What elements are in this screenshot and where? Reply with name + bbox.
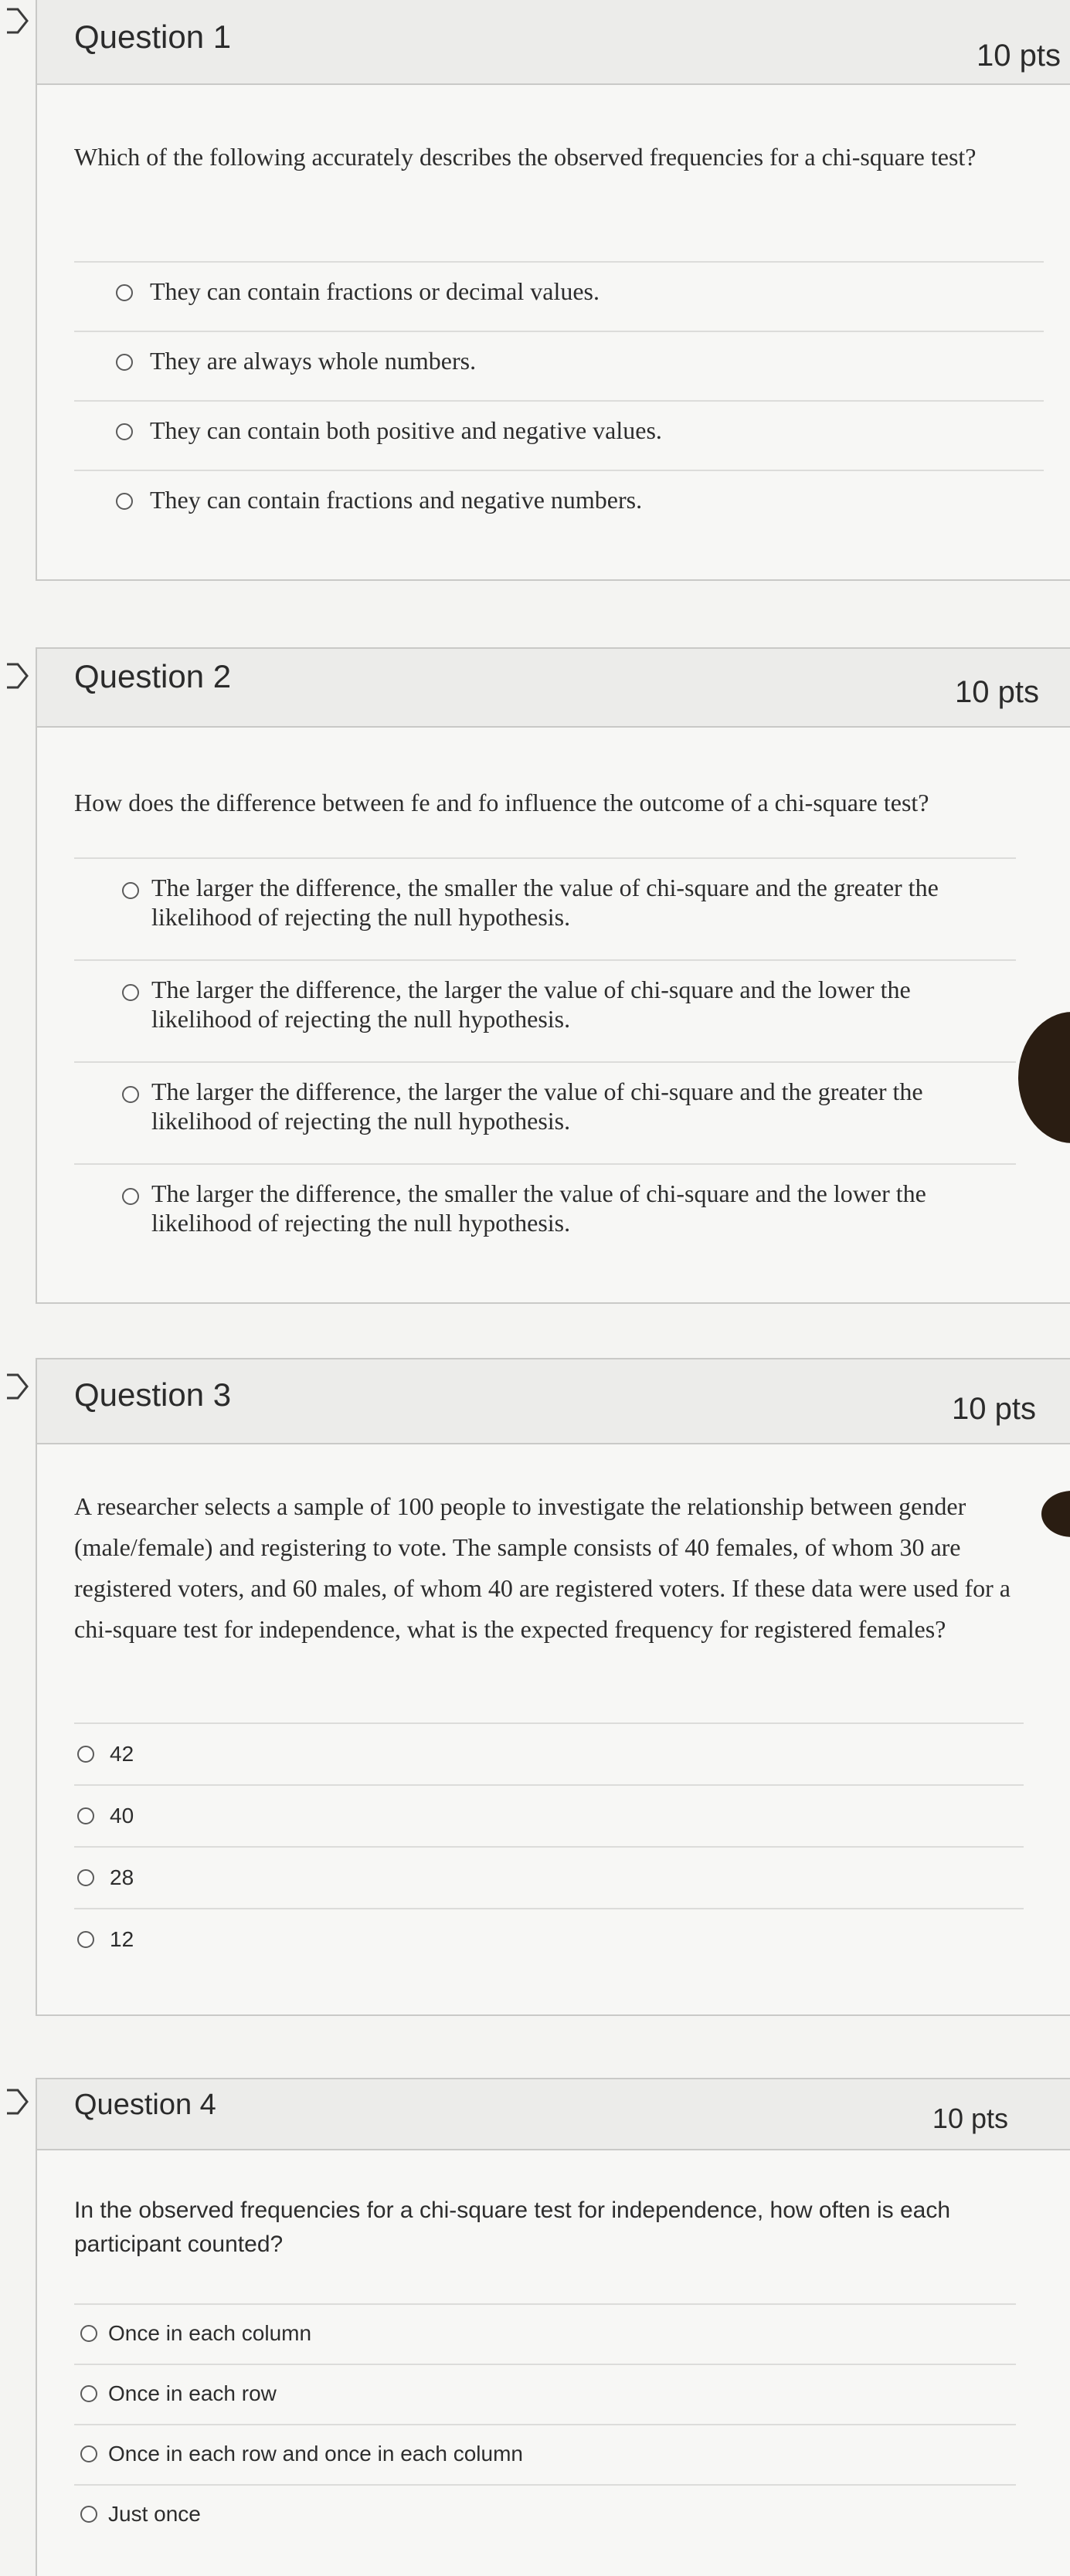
answer-option[interactable]	[74, 1163, 1016, 1265]
answer-label: Once in each row and once in each column	[108, 2442, 523, 2466]
answer-option[interactable]	[74, 2303, 1016, 2364]
answer-option[interactable]	[74, 2484, 1016, 2544]
question-title: Question 3	[74, 1376, 232, 1413]
radio-button[interactable]	[116, 284, 133, 301]
answer-list	[74, 857, 1016, 1265]
answer-label: Just once	[108, 2502, 201, 2526]
flag-question-icon[interactable]	[2, 663, 32, 689]
answer-option[interactable]	[74, 331, 1044, 400]
answer-list	[74, 1722, 1024, 1970]
answer-option[interactable]	[74, 2364, 1016, 2424]
radio-button[interactable]	[122, 1086, 139, 1103]
radio-button[interactable]	[122, 984, 139, 1001]
question-prompt: A researcher selects a sample of 100 people to investigate the relationship between gender (male/female) and registering to vote. The sample consists of 40 females, of whom 30 are registered voters, and 60 males, of whom 40 are registered voters. If these data were used for a chi-square test for independence, what is the expected frequency for registered females?	[74, 1492, 1011, 1643]
answer-label: The larger the difference, the smaller the value of chi-square and the greater the likelihood of rejecting the null hypothesis.	[151, 874, 939, 931]
question-3-block	[36, 1358, 1070, 2016]
radio-button[interactable]	[80, 2325, 97, 2342]
radio-button[interactable]	[80, 2385, 97, 2402]
answer-option[interactable]	[74, 400, 1044, 470]
question-prompt: In the observed frequencies for a chi-square test for independence, how often is each participant counted?	[74, 2198, 951, 2257]
radio-button[interactable]	[116, 493, 133, 510]
answer-option[interactable]	[74, 1722, 1024, 1784]
answer-label: 12	[110, 1927, 134, 1951]
question-header	[37, 1359, 1070, 1444]
flag-question-icon[interactable]	[2, 2089, 32, 2115]
radio-button[interactable]	[122, 882, 139, 899]
answer-option[interactable]	[74, 470, 1044, 539]
answer-option[interactable]	[74, 1784, 1024, 1846]
answer-option[interactable]	[74, 2424, 1016, 2484]
question-header	[37, 2079, 1070, 2150]
answer-option[interactable]	[74, 1908, 1024, 1970]
answer-option[interactable]	[74, 1061, 1016, 1163]
radio-button[interactable]	[77, 1807, 94, 1824]
finger-shadow	[1018, 1012, 1070, 1143]
answer-label: They can contain fractions and negative numbers.	[150, 486, 643, 514]
radio-button[interactable]	[116, 423, 133, 440]
radio-button[interactable]	[122, 1188, 139, 1205]
question-1-block	[36, 0, 1070, 581]
answer-label: 28	[110, 1865, 134, 1889]
answer-label: 40	[110, 1804, 134, 1828]
radio-button[interactable]	[80, 2506, 97, 2523]
question-points: 10 pts	[932, 2103, 1008, 2134]
answer-label: Once in each column	[108, 2321, 312, 2345]
radio-button[interactable]	[77, 1869, 94, 1886]
radio-button[interactable]	[77, 1746, 94, 1763]
radio-button[interactable]	[77, 1931, 94, 1948]
radio-button[interactable]	[116, 354, 133, 371]
question-2-block	[36, 647, 1070, 1304]
answer-label: They can contain both positive and negative values.	[150, 416, 662, 444]
question-prompt: How does the difference between fe and fo influence the outcome of a chi-square test?	[74, 789, 929, 816]
question-points: 10 pts	[955, 675, 1039, 709]
radio-button[interactable]	[80, 2445, 97, 2462]
question-title: Question 4	[74, 2089, 216, 2121]
question-points: 10 pts	[952, 1392, 1036, 1426]
answer-label: The larger the difference, the larger the value of chi-square and the greater the likelihood of rejecting the null hypothesis.	[151, 1078, 923, 1135]
answer-label: The larger the difference, the larger the value of chi-square and the lower the likelihood of rejecting the null hypothesis.	[151, 976, 911, 1033]
answer-label: Once in each row	[108, 2381, 277, 2405]
answer-option[interactable]	[74, 1846, 1024, 1908]
question-header	[37, 649, 1070, 728]
finger-shadow	[1041, 1491, 1070, 1537]
answer-list	[74, 261, 1044, 539]
question-title: Question 2	[74, 658, 232, 694]
question-points: 10 pts	[977, 39, 1061, 73]
question-4-block	[36, 2078, 1070, 2576]
answer-option[interactable]	[74, 857, 1016, 959]
question-header	[37, 0, 1070, 85]
answer-label: The larger the difference, the smaller the value of chi-square and the lower the likelihood of rejecting the null hypothesis.	[151, 1179, 926, 1237]
answer-label: 42	[110, 1742, 134, 1766]
question-title: Question 1	[74, 19, 232, 55]
answer-label: They are always whole numbers.	[150, 347, 477, 375]
answer-option[interactable]	[74, 261, 1044, 331]
flag-question-icon[interactable]	[2, 8, 32, 34]
answer-list	[74, 2303, 1016, 2544]
answer-label: They can contain fractions or decimal values.	[150, 277, 600, 305]
flag-question-icon[interactable]	[2, 1373, 32, 1400]
answer-option[interactable]	[74, 959, 1016, 1061]
question-prompt: Which of the following accurately describes the observed frequencies for a chi-square test?	[74, 143, 977, 171]
